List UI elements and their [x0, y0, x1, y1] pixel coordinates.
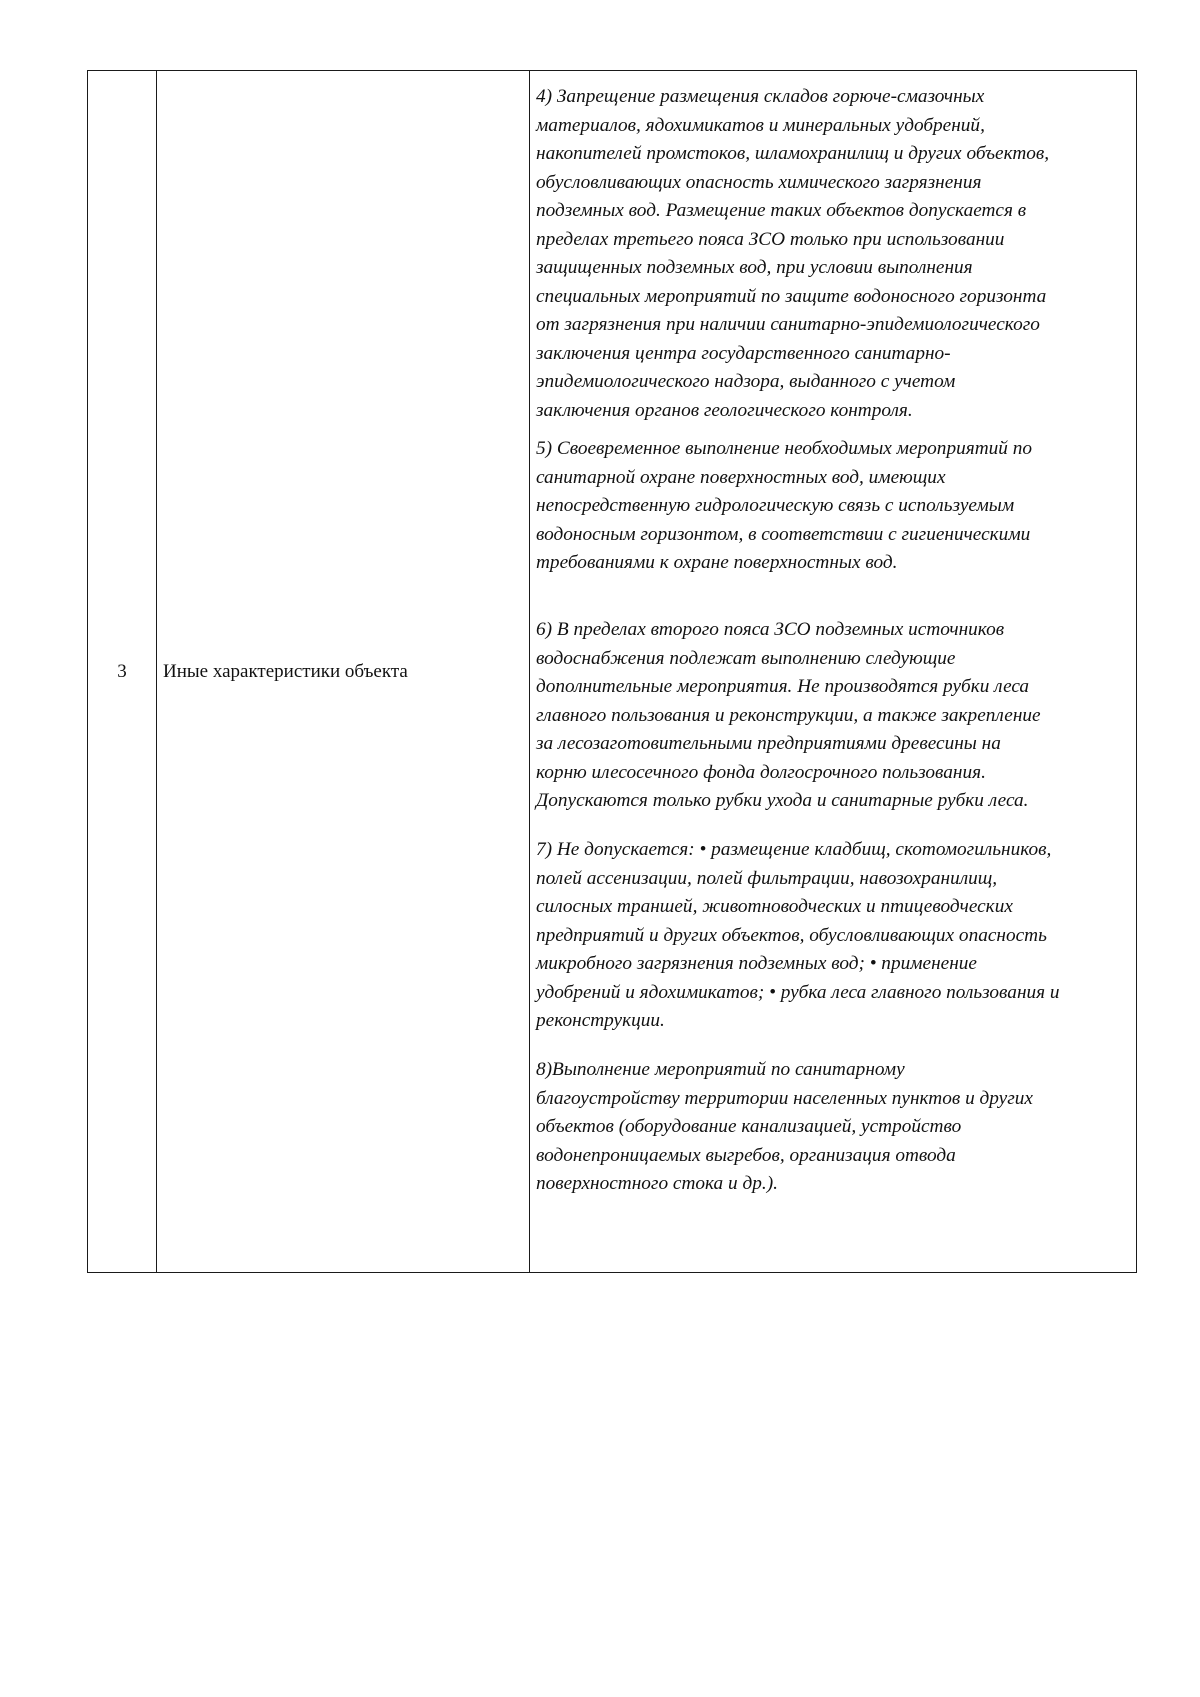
text-line: 8)Выполнение мероприятий по санитарному [536, 1059, 905, 1080]
text-line: дополнительные мероприятия. Не производятся рубки леса [536, 676, 1030, 697]
paragraph-6 [536, 616, 1136, 816]
text-line: защищенных подземных вод, при условии выполнения [536, 257, 973, 278]
row-description [530, 71, 1137, 1273]
text-line: поверхностного стока и др.). [536, 1173, 778, 1194]
paragraph-8 [536, 1056, 1136, 1199]
text-line: санитарной охране поверхностных вод, имеющих [536, 466, 946, 488]
text-line: полей ассенизации, полей фильтрации, навозохранилищ, [536, 867, 998, 889]
text-line: водоснабжения подлежат выполнению следующие [536, 647, 956, 669]
text-line: предприятий и других объектов, обусловливающих опасность [536, 924, 1047, 946]
text-line: от загрязнения при наличии санитарно-эпидемиологического [536, 314, 1040, 335]
text-line: требованиями к охране поверхностных вод. [536, 552, 898, 573]
text-line: благоустройству территории населенных пунктов и других [536, 1087, 1033, 1109]
text-line: накопителей промстоков, шламохранилищ и других объектов, [536, 143, 1050, 164]
paragraph-4 [536, 83, 1136, 425]
text-line: силосных траншей, животноводческих и птицеводческих [536, 896, 1013, 917]
text-line: 4) Запрещение размещения складов горюче-смазочных [536, 86, 985, 107]
text-line: материалов, ядохимикатов и минеральных удобрений, [536, 114, 985, 136]
paragraph-5 [536, 435, 1136, 578]
text-line: микробного загрязнения подземных вод; • применение [536, 953, 977, 974]
text-line: непосредственную гидрологическую связь с используемым [536, 495, 1015, 516]
text-line: заключения центра государственного санитарно- [536, 342, 951, 364]
text-line: главного пользования и реконструкции, а также закрепление [536, 704, 1041, 726]
text-line: Допускаются только рубки ухода и санитарные рубки леса. [536, 790, 1029, 811]
text-line: подземных вод. Размещение таких объектов допускается в [536, 200, 1027, 221]
text-line: 6) В пределах второго пояса ЗСО подземных источников [536, 619, 1005, 640]
text-line: обусловливающих опасность химического загрязнения [536, 171, 982, 193]
text-line: водонепроницаемых выгребов, организация отвода [536, 1144, 956, 1166]
text-line: эпидемиологического надзора, выданного с учетом [536, 371, 956, 392]
text-line: 7) Не допускается: • размещение кладбищ, скотомогильников, [536, 839, 1052, 860]
text-line: 5) Своевременное выполнение необходимых мероприятий по [536, 438, 1033, 459]
text-line: заключения органов геологического контроля. [536, 399, 913, 421]
text-line: корню илесосечного фонда долгосрочного пользования. [536, 761, 986, 783]
text-line: реконструкции. [536, 1010, 665, 1031]
row-number: 3 [88, 71, 157, 1273]
paragraph-7 [536, 836, 1136, 1036]
text-line: водоносным горизонтом, в соответствии с гигиеническими [536, 523, 1031, 545]
text-line: объектов (оборудование канализацией, устройство [536, 1116, 962, 1137]
table-row [88, 71, 1137, 1273]
text-line: специальных мероприятий по защите водоносного горизонта [536, 285, 1047, 307]
row-name: Иные характеристики объекта [157, 71, 530, 1273]
text-line: пределах третьего пояса ЗСО только при использовании [536, 228, 1005, 250]
text-line: за лесозаготовительными предприятиями древесины на [536, 733, 1001, 754]
document-table [87, 70, 1137, 1273]
text-line: удобрений и ядохимикатов; • рубка леса главного пользования и [536, 981, 1060, 1003]
